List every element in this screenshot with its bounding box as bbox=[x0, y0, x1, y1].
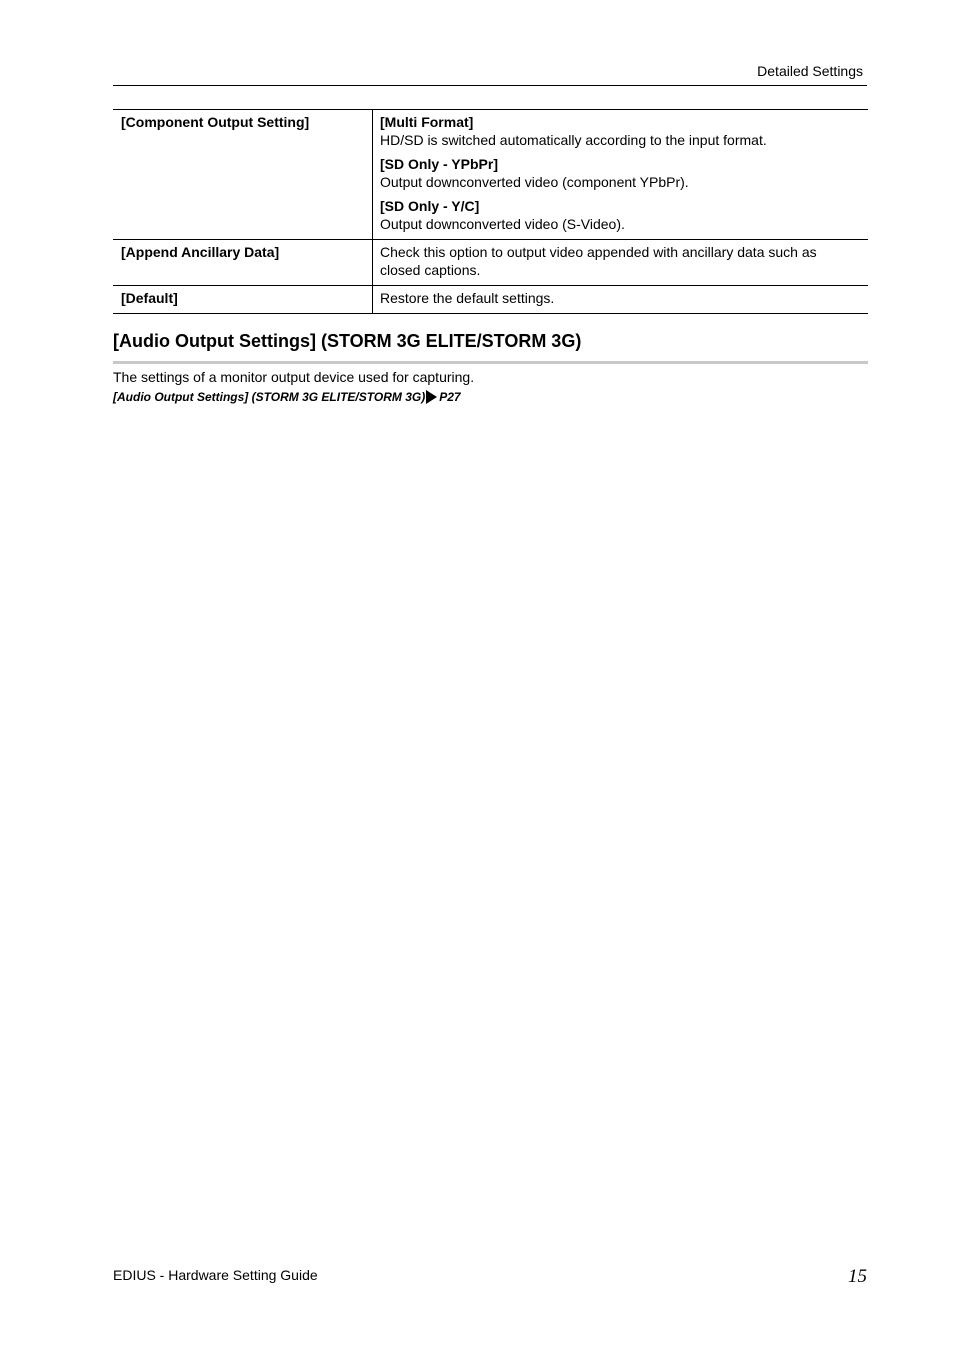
running-header: Detailed Settings bbox=[757, 63, 863, 79]
section-heading: [Audio Output Settings] (STORM 3G ELITE/STORM 3G) bbox=[113, 331, 582, 351]
section-rule bbox=[113, 361, 868, 364]
arrow-right-icon bbox=[426, 390, 437, 404]
table-row bbox=[113, 240, 868, 286]
option-title: [SD Only - YPbPr] bbox=[380, 156, 498, 172]
setting-description: Check this option to output video appended with ancillary data such as closed captions. bbox=[373, 240, 869, 286]
option-title: [Multi Format] bbox=[380, 114, 474, 130]
setting-name: [Default] bbox=[113, 286, 373, 314]
option-title: [SD Only - Y/C] bbox=[380, 198, 480, 214]
page-number: 15 bbox=[848, 1266, 867, 1287]
cross-reference-page: P27 bbox=[439, 390, 461, 404]
setting-description bbox=[373, 110, 869, 240]
section-description: The settings of a monitor output device used for capturing. bbox=[113, 369, 475, 385]
cross-reference-link[interactable] bbox=[113, 390, 461, 404]
setting-name: [Component Output Setting] bbox=[113, 110, 373, 240]
cross-reference-text: [Audio Output Settings] (STORM 3G ELITE/STORM 3G) bbox=[113, 390, 426, 404]
table-row bbox=[113, 286, 868, 314]
option-description: HD/SD is switched automatically according to the input format. bbox=[380, 132, 767, 148]
setting-name: [Append Ancillary Data] bbox=[113, 240, 373, 286]
settings-table bbox=[113, 109, 868, 314]
table-row bbox=[113, 110, 868, 240]
option-description: Output downconverted video (component YPbPr). bbox=[380, 174, 689, 190]
setting-description: Restore the default settings. bbox=[373, 286, 869, 314]
option-description: Output downconverted video (S-Video). bbox=[380, 216, 625, 232]
header-rule bbox=[113, 85, 867, 86]
footer-doc-title: EDIUS - Hardware Setting Guide bbox=[113, 1267, 318, 1283]
